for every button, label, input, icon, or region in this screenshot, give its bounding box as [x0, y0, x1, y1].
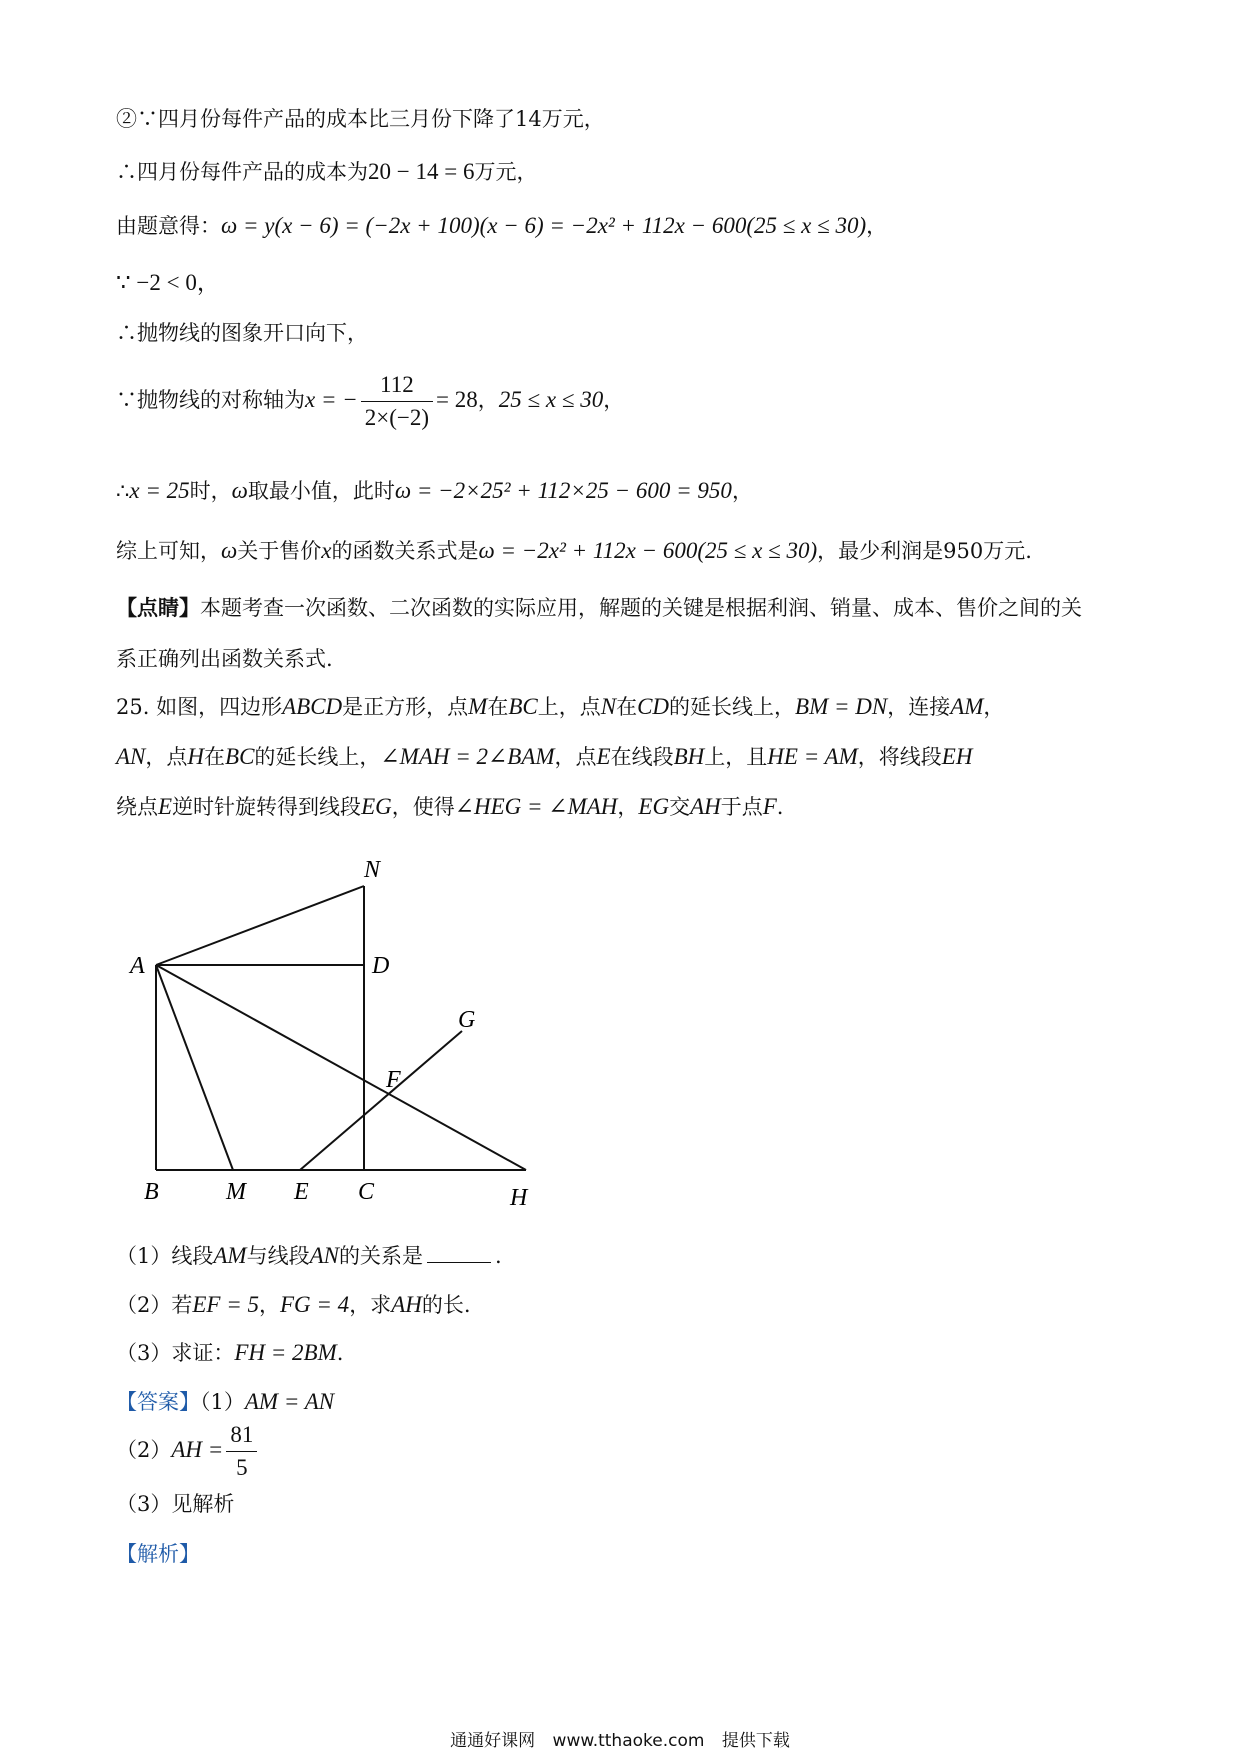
fraction-denominator: 5: [236, 1454, 248, 1480]
text: ，使得: [391, 795, 455, 819]
math-expression: AM = AN: [244, 1389, 335, 1414]
math-symbol: BC: [508, 694, 538, 719]
math-symbol: EG: [361, 794, 392, 819]
math-symbol: F: [762, 794, 777, 819]
text: ，: [259, 1293, 280, 1317]
math-expression: ∠HEG = ∠MAH: [454, 794, 618, 819]
text: 在: [487, 695, 509, 719]
text: ，最少利润是950万元.: [817, 539, 1032, 563]
geometry-figure: [118, 845, 558, 1215]
answer-tag: 【答案】: [116, 1390, 200, 1414]
label-H: H: [510, 1185, 528, 1211]
text: .: [494, 1244, 502, 1268]
text: 取最小值，此时: [247, 479, 395, 503]
math-symbol: AM: [213, 1243, 247, 1268]
text: ∴: [116, 479, 130, 503]
text: ，: [866, 214, 888, 238]
solution-line-6: [116, 370, 624, 433]
answer-1: [116, 1387, 334, 1417]
math-symbol: H: [187, 744, 205, 769]
text: （2）: [116, 1437, 172, 1462]
text: ∵抛物线的对称轴为: [116, 387, 305, 412]
text: .: [776, 795, 784, 819]
text: 本题考查一次函数、二次函数的实际应用，解题的关键是根据利润、销量、成本、售价之间的关: [200, 596, 1082, 620]
text: 与线段: [246, 1244, 310, 1268]
problem-line-1: [116, 692, 1004, 722]
fraction-numerator: 112: [361, 370, 433, 402]
text: 是正方形，点: [342, 695, 469, 719]
math-symbol: ω: [221, 538, 238, 563]
math-expression: EF = 5: [192, 1292, 259, 1317]
segment-AH: [156, 965, 526, 1170]
text: 于点: [720, 795, 763, 819]
text: 上，且: [704, 745, 768, 769]
text: （3）见解析: [116, 1492, 235, 1516]
text: ∴四月份每件产品的成本为: [116, 160, 368, 184]
math-symbol: AN: [309, 1243, 339, 1268]
footer-url[interactable]: www.tthaoke.com: [552, 1731, 705, 1751]
analysis-tag: 【解析】: [116, 1542, 200, 1566]
math-symbol: AN: [116, 744, 146, 769]
math-symbol: EG: [638, 794, 670, 819]
solution-line-2: [116, 157, 537, 187]
text: ，将线段: [857, 745, 942, 769]
text: ②∵四月份每件产品的成本比三月份下降了14万元，: [116, 107, 605, 131]
label-D: D: [372, 953, 390, 979]
text: ，: [617, 795, 639, 819]
fraction-denominator: 2×(−2): [364, 404, 430, 430]
label-G: G: [458, 1007, 476, 1033]
math-symbol: M: [468, 694, 488, 719]
text: 在: [616, 695, 638, 719]
problem-line-2: [116, 742, 972, 772]
math-symbol: BH: [673, 744, 705, 769]
text: 上，点: [537, 695, 601, 719]
text: ，连接: [887, 695, 951, 719]
math-expression: ω = −2×25² + 112×25 − 600 = 950: [394, 478, 732, 503]
math-symbol: EH: [941, 744, 973, 769]
fraction-numerator: 81: [226, 1420, 257, 1452]
label-E: E: [294, 1179, 309, 1205]
segment-EG: [300, 1031, 462, 1170]
answer-2: [116, 1420, 260, 1483]
math-symbol: x: [321, 538, 332, 563]
math-expression: FG = 4: [280, 1292, 350, 1317]
math-expression: ∠MAH = 2∠BAM: [380, 744, 555, 769]
text: 万元，: [474, 160, 538, 184]
math-expression: = 28: [436, 386, 478, 412]
math-expression: AH =: [171, 1436, 224, 1462]
math-expression: 25 ≤ x ≤ 30: [498, 386, 604, 412]
segment-AM: [156, 965, 233, 1170]
label-B: B: [144, 1179, 159, 1205]
math-expression: FH = 2BM: [234, 1340, 337, 1365]
solution-line-4: [116, 268, 220, 298]
solution-line-5: [116, 320, 368, 347]
text: 在线段: [610, 745, 674, 769]
text: ∴抛物线的图象开口向下，: [116, 321, 368, 345]
label-F: F: [386, 1067, 401, 1093]
math-symbol: AH: [690, 794, 721, 819]
text: （1）: [200, 1390, 245, 1414]
problem-line-3: [116, 792, 783, 822]
text: 时，: [189, 479, 232, 503]
text: ，求: [349, 1293, 392, 1317]
text: （3）求证：: [116, 1341, 235, 1365]
text: 交: [669, 795, 691, 819]
text: .: [336, 1341, 344, 1365]
text: 的延长线上，: [254, 745, 381, 769]
question-3: [116, 1338, 343, 1368]
text: 如图，四边形: [156, 695, 283, 719]
math-symbol: BC: [225, 744, 255, 769]
text: 关于售价: [237, 539, 322, 563]
text: ，: [983, 695, 1005, 719]
text: 系正确列出函数关系式.: [116, 647, 333, 671]
solution-line-1: [116, 106, 605, 133]
solution-line-8: [116, 536, 1032, 566]
fraction: [361, 370, 433, 433]
problem-number: 25.: [116, 695, 150, 719]
text: ，点: [554, 745, 597, 769]
text: 的关系是: [338, 1244, 423, 1268]
label-A: A: [130, 953, 145, 979]
text: （1）线段: [116, 1244, 214, 1268]
math-symbol: E: [596, 744, 611, 769]
math-symbol: ABCD: [282, 694, 343, 719]
math-expression: ω = y(x − 6) = (−2x + 100)(x − 6) = −2x² + 112x − 600(25 ≤ x ≤ 30): [221, 213, 867, 238]
note-line-2: [116, 646, 333, 673]
answer-3: [116, 1491, 234, 1518]
note-tag: 【点睛】: [116, 595, 200, 620]
math-symbol: AH: [391, 1292, 422, 1317]
math-expression: ∵ −2 < 0，: [116, 270, 220, 295]
question-2: [116, 1290, 471, 1320]
math-expression: x = 25: [129, 478, 190, 503]
math-expression: 20 − 14 = 6: [368, 159, 475, 184]
solution-line-3: [116, 211, 887, 241]
text: 在: [204, 745, 226, 769]
note-line-1: [116, 594, 1082, 622]
footer-site: 通通好课网: [450, 1731, 536, 1751]
math-expression: x = −: [305, 386, 358, 412]
footer-text: 提供下载: [721, 1731, 790, 1751]
answer-blank: [427, 1262, 491, 1263]
text: ，: [603, 387, 625, 412]
math-symbol: N: [600, 694, 617, 719]
solution-line-7: [116, 476, 753, 506]
math-symbol: ω: [231, 478, 248, 503]
text: 综上可知，: [116, 539, 221, 563]
text: 逆时针旋转得到线段: [172, 795, 362, 819]
math-expression: BM = DN: [795, 694, 888, 719]
question-1: [116, 1241, 502, 1271]
label-N: N: [364, 857, 381, 883]
text: 的长.: [421, 1293, 471, 1317]
text: 的延长线上，: [669, 695, 796, 719]
fraction: [226, 1420, 257, 1483]
math-symbol: CD: [637, 694, 670, 719]
math-symbol: E: [158, 794, 173, 819]
text: 由题意得：: [116, 214, 221, 238]
text: 的函数关系式是: [331, 539, 479, 563]
label-M: M: [226, 1179, 246, 1205]
math-expression: ω = −2x² + 112x − 600(25 ≤ x ≤ 30): [478, 538, 818, 563]
analysis-heading: [116, 1541, 200, 1568]
text: （2）若: [116, 1293, 193, 1317]
text: 绕点: [116, 795, 158, 819]
math-symbol: AM: [950, 694, 984, 719]
segment-AN: [156, 886, 364, 965]
text: ，: [477, 387, 499, 412]
math-expression: HE = AM: [767, 744, 858, 769]
text: ，点: [145, 745, 188, 769]
page-footer: [0, 1726, 1240, 1751]
text: ，: [731, 479, 753, 503]
label-C: C: [358, 1179, 375, 1205]
